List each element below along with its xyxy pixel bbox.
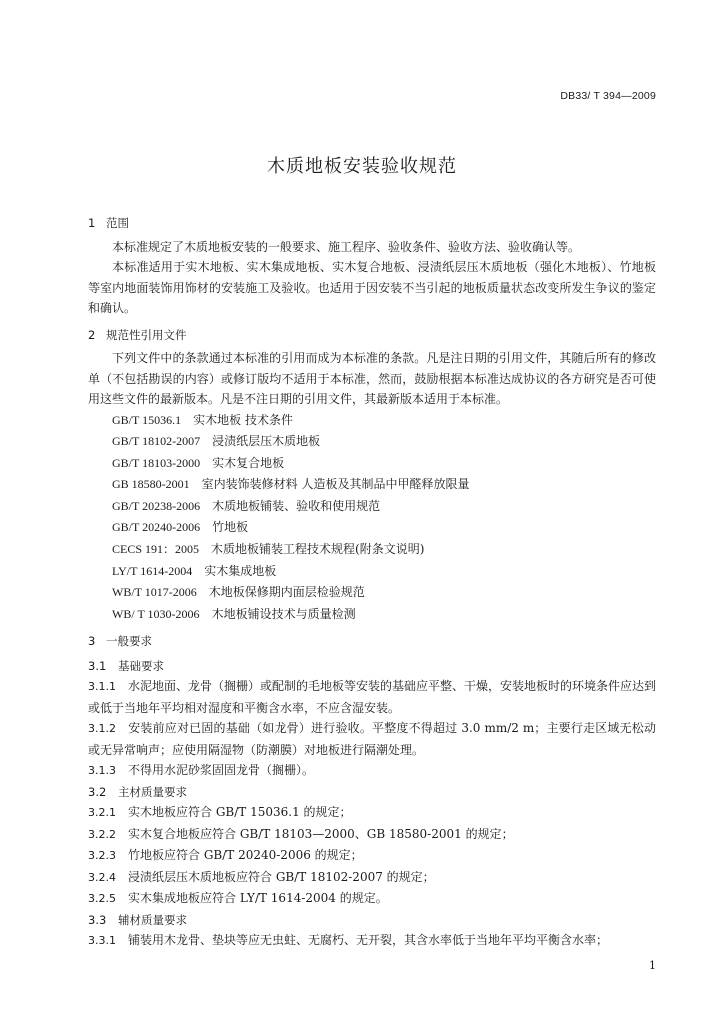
clause-text: 实木复合地板应符合 GB/T 18103—2000、GB 18580-2001 的规定； (128, 826, 514, 841)
reference-name: 竹地板 (212, 520, 249, 535)
clause (88, 930, 656, 952)
subsection-number: 3.2 (88, 784, 107, 799)
reference-name: 木质地板铺装、验收和使用规范 (212, 498, 381, 513)
paragraph: 本标准适用于实木地板、实木集成地板、实木复合地板、浸渍纸层压木质地板（强化木地板）、竹地板等室内地面装饰用饰材的安装施工及验收。也适用于因安装不当引起的地板质量状态改变所发生争议的鉴定和确认。 (88, 260, 656, 315)
reference-name: 实木集成地板 (204, 563, 277, 578)
clause-number: 3.2.5 (88, 892, 116, 906)
clause-text: 不得用水泥砂浆固固龙骨（搁栅）。 (128, 763, 315, 778)
clause-text: 竹地板应符合 GB/T 20240-2006 的规定； (128, 848, 363, 863)
reference-item (88, 604, 656, 626)
clause-number: 3.2.4 (88, 870, 116, 884)
subsection-title: 基础要求 (118, 658, 164, 673)
document-title: 木质地板安装验收规范 (267, 156, 457, 177)
section-number: 3 (88, 634, 96, 649)
clause-number: 3.2.1 (88, 806, 116, 820)
reference-code: WB/ T 1030-2006 (112, 606, 200, 621)
clause (88, 760, 656, 782)
clause-number: 3.1.2 (88, 722, 116, 736)
clause-text: 浸渍纸层压木质地板应符合 GB/T 18102-2007 的规定； (128, 869, 435, 884)
reference-item (88, 410, 656, 432)
clause-number: 3.2.3 (88, 849, 116, 863)
reference-code: GB/T 18102-2007 (112, 434, 201, 449)
reference-code: CECS 191：2005 (112, 542, 200, 557)
reference-item (88, 561, 656, 583)
reference-item (88, 431, 656, 453)
section-heading-normative-references (88, 325, 656, 346)
reference-item (88, 582, 656, 604)
clause-text: 实木集成地板应符合 LY/T 1614-2004 的规定。 (128, 891, 388, 906)
reference-code: GB/T 20238-2006 (112, 498, 201, 513)
reference-item (88, 474, 656, 496)
clause (88, 718, 656, 760)
clause-text: 铺装用木龙骨、垫块等应无虫蛀、无腐朽、无开裂，其含水率低于当地年平均平衡含水率； (128, 933, 609, 948)
subsection-number: 3.1 (88, 658, 107, 673)
clause-text: 实木地板应符合 GB/T 15036.1 的规定； (128, 805, 352, 820)
reference-code: GB 18580-2001 (112, 477, 190, 492)
reference-item (88, 496, 656, 518)
clause (88, 676, 656, 718)
clause-number: 3.2.2 (88, 827, 116, 841)
clause-number: 3.1.1 (88, 680, 116, 694)
section-heading-general-requirements (88, 631, 656, 652)
section-heading-scope (88, 213, 656, 234)
reference-code: WB/T 1017-2006 (112, 585, 197, 600)
reference-name: 实木复合地板 (212, 455, 285, 470)
subsection-number: 3.3 (88, 912, 107, 927)
reference-code: GB/T 15036.1 (112, 412, 182, 427)
section-title: 规范性引用文件 (106, 327, 187, 342)
standard-code: DB33/ T 394—2009 (560, 90, 656, 102)
paragraph: 本标准规定了木质地板安装的一般要求、施工程序、验收条件、验收方法、验收确认等。 (112, 239, 581, 254)
reference-name: 实木地板 技术条件 (193, 412, 293, 427)
subsection-title: 主材质量要求 (118, 784, 187, 799)
reference-item (88, 539, 656, 561)
reference-code: GB/T 18103-2000 (112, 455, 201, 470)
subsection-heading (88, 656, 656, 677)
reference-list (88, 410, 656, 626)
reference-code: GB/T 20240-2006 (112, 520, 201, 535)
clause (88, 824, 656, 846)
section-title: 范围 (106, 216, 129, 230)
reference-item (88, 453, 656, 475)
paragraph: 下列文件中的条款通过本标准的引用而成为本标准的条款。凡是注日期的引用文件，其随后所有的修改单（不包括勘误的内容）或修订版均不适用于本标准，然而，鼓励根据本标准达成协议的各方研究是否可使用这些文件的最新版本。凡是不注日期的引用文件，其最新版本适用于本标准。 (88, 351, 656, 406)
clause-number: 3.1.3 (88, 764, 116, 778)
subsection-heading (88, 910, 656, 931)
clause (88, 867, 656, 889)
clause (88, 845, 656, 867)
clause-number: 3.3.1 (88, 934, 116, 948)
reference-name: 木地板保修期内面层检验规范 (208, 585, 365, 600)
clause (88, 888, 656, 910)
subsection-title: 辅材质量要求 (118, 912, 187, 927)
reference-item (88, 517, 656, 539)
section-number: 2 (88, 327, 96, 342)
reference-name: 室内装饰装修材料 人造板及其制品中甲醛释放限量 (201, 477, 470, 492)
reference-code: LY/T 1614-2004 (112, 563, 193, 578)
reference-name: 浸渍纸层压木质地板 (212, 434, 321, 449)
clause-text: 水泥地面、龙骨（搁栅）或配制的毛地板等安装的基础应平整、干燥，安装地板时的环境条件应达到或低于当地年平均相对湿度和平衡含水率，不应含湿安装。 (88, 679, 657, 715)
document-body (88, 210, 656, 952)
clause (88, 802, 656, 824)
section-number: 1 (88, 216, 96, 230)
clause-text: 安装前应对已固的基础（如龙骨）进行验收。平整度不得超过 3.0 mm/2 m；主要行走区域无松动或无异常响声；应使用隔湿物（防潮膜）对地板进行隔潮处理。 (88, 721, 656, 757)
reference-name: 木地板铺设技术与质量检测 (211, 606, 356, 621)
section-title: 一般要求 (106, 634, 152, 649)
reference-name: 木质地板铺装工程技术规程(附条文说明) (211, 542, 425, 557)
subsection-heading (88, 782, 656, 803)
page-number: 1 (649, 959, 656, 972)
